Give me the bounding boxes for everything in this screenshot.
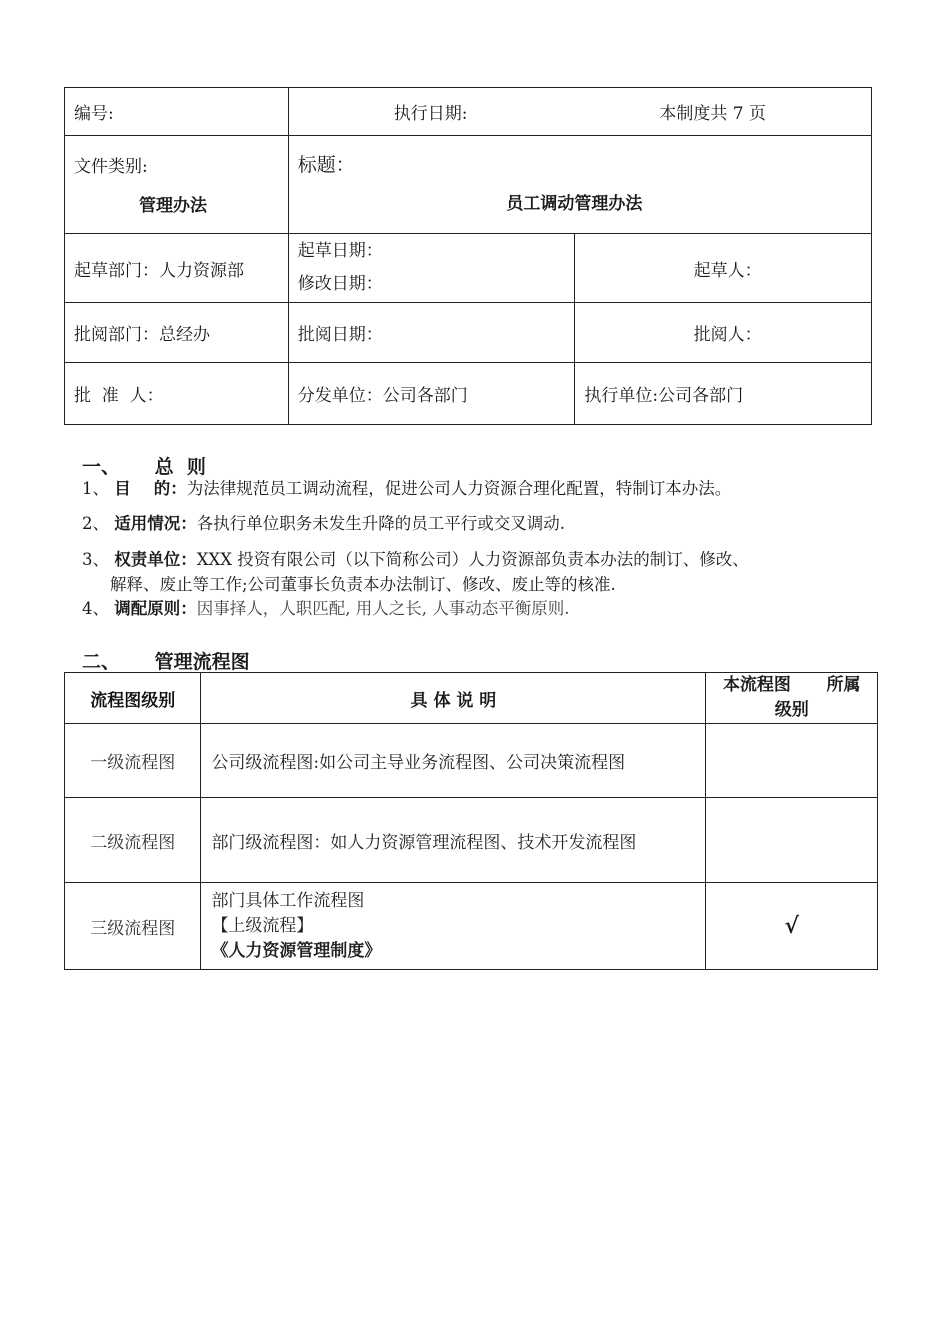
check-mark-icon: √ [706, 883, 878, 970]
document-header-table [64, 87, 872, 425]
section2-num: 二、 [82, 651, 121, 673]
item-label: 调配原则： [114, 599, 197, 618]
table-row [65, 724, 878, 798]
distribute-cell [288, 363, 575, 425]
title-label: 标题： [297, 154, 355, 176]
header-level: 流程图级别 [65, 673, 201, 724]
drafter-cell [575, 234, 872, 303]
mark-cell [706, 798, 878, 883]
table-row [65, 883, 878, 970]
desc-cell: 部门级流程图：如人力资源管理流程图、技术开发流程图 [201, 798, 706, 883]
flowchart-level-table [64, 672, 878, 970]
file-type-label: 文件类别: [74, 157, 148, 177]
level-cell: 三级流程图 [65, 883, 201, 970]
item-label: 权责单位： [114, 550, 197, 569]
level-cell: 一级流程图 [65, 724, 201, 798]
execute-unit-label: 执行单位:公司各部门 [584, 386, 744, 406]
item-label: 适用情况： [114, 514, 197, 533]
item-text: 解释、废止等工作;公司董事长负责本办法制订、修改、废止等的核准. [110, 575, 616, 594]
desc-line: 【上级流程】 [211, 915, 314, 936]
review-dept: 批阅部门：总经办 [74, 325, 210, 345]
review-date-cell [288, 303, 575, 363]
desc-cell [201, 883, 706, 970]
approver-cell [65, 363, 289, 425]
list-item: 1、 目 的：为法律规范员工调动流程，促进公司人力资源合理化配置，特制订本办法。 [82, 479, 732, 498]
file-type-value: 管理办法 [139, 196, 207, 216]
item-text: 因事择人，人职匹配, 用人之长, 人事动态平衡原则. [196, 599, 570, 618]
desc-cell: 公司级流程图:如公司主导业务流程图、公司决策流程图 [201, 724, 706, 798]
item-text: 为法律规范员工调动流程，促进公司人力资源合理化配置，特制订本办法。 [186, 479, 732, 498]
approver-label: 批 准 人： [74, 386, 164, 406]
item-text: XXX 投资有限公司（以下简称公司）人力资源部负责本办法的制订、修改、 [196, 550, 749, 569]
section1-heading [82, 452, 206, 479]
list-item: 4、 调配原则：因事择人，人职匹配, 用人之长, 人事动态平衡原则. [82, 599, 570, 618]
section1-num: 一、 [82, 456, 121, 478]
draft-date-label: 起草日期： [297, 241, 383, 261]
execute-unit-cell [575, 363, 872, 425]
draft-dept: 起草部门：人力资源部 [74, 260, 244, 281]
exec-date-label: 执行日期: [393, 104, 468, 124]
desc-line: 《人力资源管理制度》 [211, 940, 382, 961]
section1-title: 总 则 [154, 456, 206, 478]
mark-cell [706, 724, 878, 798]
reviewer-cell [575, 303, 872, 363]
modify-date-label: 修改日期： [297, 274, 383, 294]
list-item: 3、 权责单位：XXX 投资有限公司（以下简称公司）人力资源部负责本办法的制订、修改、 [82, 550, 749, 569]
list-item-continued [110, 573, 910, 597]
header-belongs: 本流程图 所属 级别 [706, 673, 878, 724]
number-label: 编号: [74, 104, 114, 124]
draft-dept-cell [65, 234, 289, 303]
distribute-label: 分发单位：公司各部门 [297, 386, 468, 406]
pages-label: 本制度共 7 页 [659, 104, 766, 124]
section2-heading [82, 647, 250, 674]
draft-dates-cell [288, 234, 575, 303]
desc-line: 部门具体工作流程图 [211, 890, 365, 911]
title-cell [288, 136, 871, 234]
level-cell: 二级流程图 [65, 798, 201, 883]
list-item: 2、 适用情况：各执行单位职务未发生升降的员工平行或交叉调动. [82, 514, 565, 533]
review-dept-cell [65, 303, 289, 363]
section2-title: 管理流程图 [154, 651, 250, 673]
exec-date-cell [288, 88, 871, 136]
table-row [65, 798, 878, 883]
drafter-label: 起草人： [693, 260, 762, 281]
number-cell [65, 88, 289, 136]
item-text: 各执行单位职务未发生升降的员工平行或交叉调动. [196, 514, 565, 533]
document-title: 员工调动管理办法 [506, 194, 643, 214]
file-type-cell [65, 136, 289, 234]
review-date-label: 批阅日期： [297, 325, 383, 345]
header-desc: 具 体 说 明 [201, 673, 706, 724]
reviewer-label: 批阅人： [693, 325, 762, 345]
item-label: 目 的： [114, 479, 187, 498]
